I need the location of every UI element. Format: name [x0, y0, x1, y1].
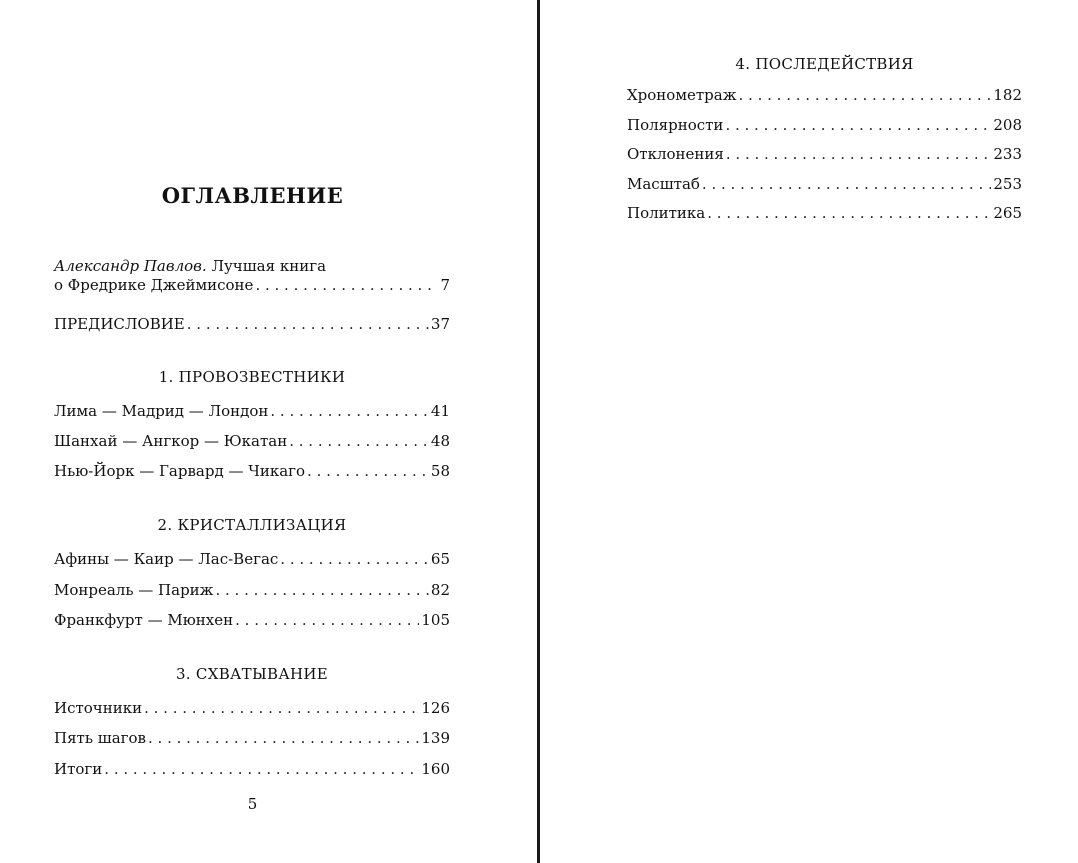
- entry-label: Итоги: [54, 760, 103, 778]
- leader-dots: [739, 85, 992, 105]
- toc-entry[interactable]: [627, 174, 1022, 194]
- entry-page: 160: [421, 760, 450, 778]
- entry-label: Хронометраж: [627, 86, 737, 104]
- leader-dots: [725, 115, 991, 135]
- intro-entry-line1: [54, 256, 326, 276]
- toc-entry[interactable]: [627, 115, 1022, 135]
- section-heading: 3. СХВАТЫВАНИЕ: [175, 665, 329, 683]
- toc-entry[interactable]: [54, 759, 450, 779]
- entry-label: Монреаль — Париж: [54, 581, 214, 599]
- entry-page: 208: [993, 116, 1022, 134]
- toc-entry[interactable]: [627, 203, 1022, 223]
- entry-label: о Фредрике Джеймисоне: [54, 276, 254, 294]
- entry-label: Франкфурт — Мюнхен: [54, 611, 234, 629]
- entry-page: 41: [430, 402, 450, 420]
- toc-entry[interactable]: [627, 85, 1022, 105]
- entry-label: ПРЕДИСЛОВИЕ: [54, 315, 185, 333]
- entry-page: 265: [993, 204, 1022, 222]
- leader-dots: [707, 203, 991, 223]
- entry-label: Шанхай — Ангкор — Юкатан: [54, 432, 288, 450]
- toc-entry[interactable]: [627, 144, 1022, 164]
- toc-entry[interactable]: [54, 698, 450, 718]
- book-spine-divider: [537, 0, 540, 863]
- entry-label: Политика: [627, 204, 706, 222]
- toc-entry[interactable]: [54, 401, 450, 421]
- section-heading: 1. ПРОВОЗВЕСТНИКИ: [158, 368, 346, 386]
- leader-dots: [187, 314, 429, 334]
- toc-entry[interactable]: [54, 431, 450, 451]
- leader-dots: [215, 580, 428, 600]
- entry-label: Нью-Йорк — Гарвард — Чикаго: [54, 462, 306, 480]
- leader-dots: [702, 174, 991, 194]
- leader-dots: [289, 431, 429, 451]
- toc-entry-intro[interactable]: [54, 275, 450, 295]
- entry-label: Лима — Мадрид — Лондон: [54, 402, 269, 420]
- section-heading: 4. ПОСЛЕДЕЙСТВИЯ: [735, 55, 914, 73]
- leader-dots: [148, 728, 419, 748]
- toc-entry[interactable]: [54, 580, 450, 600]
- toc-entry[interactable]: [54, 461, 450, 481]
- leader-dots: [144, 698, 419, 718]
- toc-entry[interactable]: [54, 549, 450, 569]
- leader-dots: [255, 275, 438, 295]
- entry-label: Афины — Каир — Лас-Вегас: [54, 550, 279, 568]
- intro-author: Александр Павлов.: [54, 257, 207, 275]
- toc-entry[interactable]: [54, 728, 450, 748]
- leader-dots: [270, 401, 429, 421]
- leader-dots: [104, 759, 419, 779]
- leader-dots: [280, 549, 429, 569]
- entry-page: 48: [430, 432, 450, 450]
- entry-label: Пять шагов: [54, 729, 146, 747]
- toc-entry-preface[interactable]: [54, 314, 450, 334]
- entry-page: 65: [430, 550, 450, 568]
- left-page: [0, 0, 537, 863]
- right-page: [541, 0, 1078, 863]
- entry-page: 37: [430, 315, 450, 333]
- entry-page: 105: [421, 611, 450, 629]
- page-number: 5: [247, 795, 258, 813]
- entry-label: Источники: [54, 699, 143, 717]
- entry-page: 233: [993, 145, 1022, 163]
- section-heading: 2. КРИСТАЛЛИЗАЦИЯ: [157, 516, 347, 534]
- toc-entry[interactable]: [54, 610, 450, 630]
- entry-page: 82: [430, 581, 450, 599]
- entry-label: Масштаб: [627, 175, 700, 193]
- intro-title-line1: Лучшая книга: [206, 257, 327, 275]
- entry-page: 139: [421, 729, 450, 747]
- leader-dots: [726, 144, 991, 164]
- leader-dots: [307, 461, 429, 481]
- entry-page: 253: [993, 175, 1022, 193]
- entry-label: Полярности: [627, 116, 724, 134]
- leader-dots: [235, 610, 419, 630]
- entry-label: Отклонения: [627, 145, 724, 163]
- entry-page: 126: [421, 699, 450, 717]
- entry-page: 58: [430, 462, 450, 480]
- entry-page: 7: [440, 276, 450, 294]
- toc-title: ОГЛАВЛЕНИЕ: [161, 183, 344, 208]
- entry-page: 182: [993, 86, 1022, 104]
